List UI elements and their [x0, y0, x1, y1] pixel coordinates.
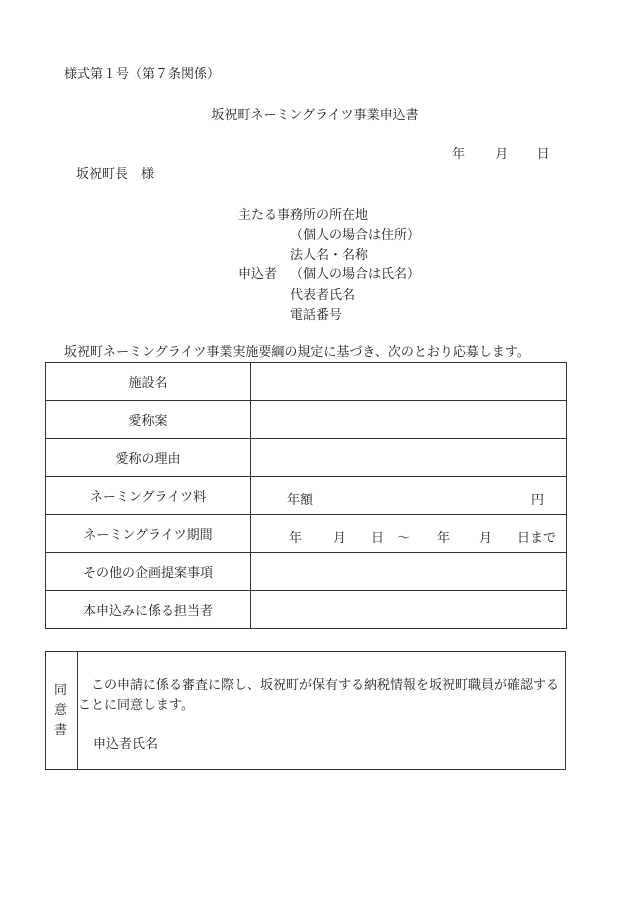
period-label: ネーミングライツ期間 — [46, 515, 251, 553]
consent-side-char-3: 書 — [54, 723, 68, 738]
period-field[interactable] — [251, 515, 567, 553]
period-end-day: 日まで — [517, 531, 557, 546]
table-row — [46, 553, 567, 591]
period-end-year: 年 — [437, 531, 451, 546]
form-number: 様式第１号（第７条関係） — [64, 67, 221, 82]
applicant-office-address-note: （個人の場合は住所） — [290, 228, 421, 243]
applicant-office-address-label: 主たる事務所の所在地 — [238, 208, 369, 223]
consent-applicant-name-label: 申込者氏名 — [93, 737, 159, 752]
period-start-year: 年 — [289, 531, 303, 546]
period-end-month: 月 — [479, 531, 493, 546]
table-row — [46, 515, 567, 553]
applicant-phone-label: 電話番号 — [290, 308, 343, 323]
facility-name-field[interactable] — [251, 363, 567, 401]
applicant-representative-label: 代表者氏名 — [290, 288, 356, 303]
consent-text — [78, 676, 568, 716]
contact-person-field[interactable] — [251, 591, 567, 629]
nickname-label: 愛称案 — [46, 401, 251, 439]
other-proposals-label: その他の企画提案事項 — [46, 553, 251, 591]
fee-annual-label: 年額 — [287, 493, 314, 508]
fee-label: ネーミングライツ料 — [46, 477, 251, 515]
consent-statement: この申請に係る審査に際し、坂祝町が保有する納税情報を坂祝町職員が確認することに同意します。 — [78, 678, 560, 713]
applicant-corp-name-note: （個人の場合は氏名） — [290, 267, 421, 282]
table-row — [46, 591, 567, 629]
other-proposals-field[interactable] — [251, 553, 567, 591]
fee-field[interactable] — [251, 477, 567, 515]
consent-side-char-1: 同 — [54, 683, 68, 698]
nickname-reason-label: 愛称の理由 — [46, 439, 251, 477]
nickname-field[interactable] — [251, 401, 567, 439]
period-start-month: 月 — [333, 531, 347, 546]
consent-side-label — [46, 652, 78, 769]
nickname-reason-field[interactable] — [251, 439, 567, 477]
intro-text: 坂祝町ネーミングライツ事業実施要綱の規定に基づき、次のとおり応募します。 — [64, 345, 530, 360]
applicant-corp-name-label: 法人名・名称 — [290, 248, 369, 263]
date-year: 年 — [452, 147, 466, 162]
facility-name-label: 施設名 — [46, 363, 251, 401]
period-start-day: 日 — [371, 531, 385, 546]
application-table — [45, 362, 567, 629]
consent-box — [45, 651, 566, 770]
contact-person-label: 本申込みに係る担当者 — [46, 591, 251, 629]
document-title: 坂祝町ネーミングライツ事業申込書 — [211, 108, 419, 123]
table-row — [46, 439, 567, 477]
table-row — [46, 363, 567, 401]
date-month: 月 — [495, 147, 509, 162]
consent-side-char-2: 意 — [54, 703, 68, 718]
date-line — [452, 148, 550, 161]
date-day: 日 — [536, 147, 550, 162]
fee-unit-label: 円 — [530, 493, 544, 508]
recipient: 坂祝町長 様 — [76, 167, 155, 182]
applicant-label: 申込者 — [238, 267, 278, 282]
table-row — [46, 401, 567, 439]
table-row — [46, 477, 567, 515]
period-tilde: ～ — [397, 531, 411, 546]
